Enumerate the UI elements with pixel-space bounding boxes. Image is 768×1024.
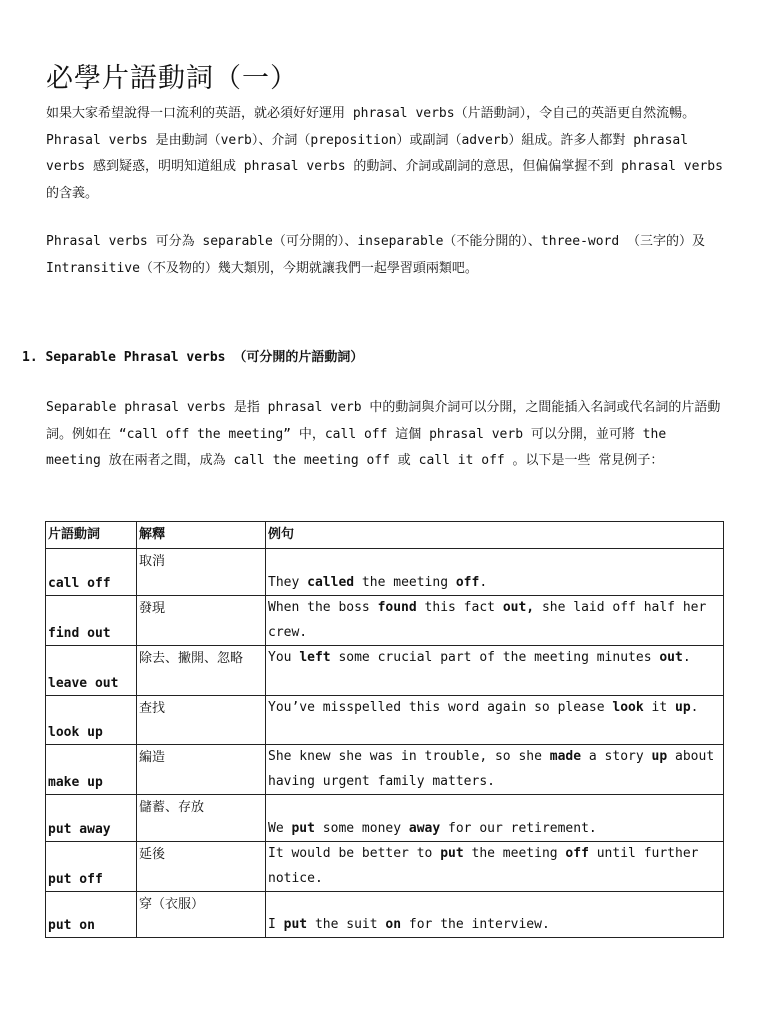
example-text: We bbox=[268, 820, 292, 836]
example-keyword: away bbox=[408, 820, 441, 836]
example-text: the meeting bbox=[463, 846, 566, 861]
example-text: this fact bbox=[416, 600, 503, 615]
categories-paragraph: Phrasal verbs 可分為 separable（可分開的）、inseparable（不能分開的）、three-word （三字的）及 Intransitive（不及物的）幾大類別，今期就讓我們一起學習頭兩類吧。 bbox=[46, 234, 706, 276]
example-text: some money bbox=[314, 820, 409, 836]
phrasal-verb-cell: leave out bbox=[46, 646, 137, 696]
example-cell bbox=[266, 745, 724, 795]
table-row bbox=[46, 892, 724, 938]
example-text: When the boss bbox=[268, 600, 378, 615]
example-keyword: look bbox=[612, 700, 644, 715]
example-text: a story bbox=[581, 749, 652, 764]
phrasal-verbs-table bbox=[45, 521, 724, 938]
example-text: I bbox=[268, 916, 284, 932]
example-text: . bbox=[479, 574, 488, 590]
example-keyword: up bbox=[675, 700, 691, 715]
example-text: . bbox=[690, 700, 699, 715]
example-text: the suit bbox=[307, 916, 386, 932]
example-cell bbox=[266, 596, 724, 646]
example-text: It would be better to bbox=[268, 846, 441, 861]
example-keyword: out, bbox=[502, 600, 535, 615]
meaning-cell: 延後 bbox=[137, 842, 266, 892]
meaning-cell: 取消 bbox=[137, 549, 266, 596]
example-keyword: out bbox=[659, 650, 683, 665]
page-title: 必學片語動詞（一） bbox=[46, 63, 298, 94]
table-row bbox=[46, 745, 724, 795]
example-text: . bbox=[682, 650, 691, 665]
example-text: You’ve misspelled this word again so please bbox=[268, 700, 613, 715]
header-example: 例句 bbox=[266, 522, 724, 549]
meaning-cell: 除去、撇開、忽略 bbox=[137, 646, 266, 696]
meaning-cell: 儲蓄、存放 bbox=[137, 795, 266, 842]
table-row bbox=[46, 596, 724, 646]
phrasal-verb-cell: find out bbox=[46, 596, 137, 646]
phrasal-verb-cell: call off bbox=[46, 549, 137, 596]
example-text: some crucial part of the meeting minutes bbox=[330, 650, 660, 665]
meaning-cell: 查找 bbox=[137, 696, 266, 745]
example-keyword: on bbox=[385, 916, 402, 932]
phrasal-verb-cell: look up bbox=[46, 696, 137, 745]
meaning-cell: 發現 bbox=[137, 596, 266, 646]
meaning-cell: 穿（衣服） bbox=[137, 892, 266, 938]
table-row bbox=[46, 646, 724, 696]
example-keyword: put bbox=[291, 820, 315, 836]
meaning-cell: 編造 bbox=[137, 745, 266, 795]
example-text: She knew she was in trouble, so she bbox=[268, 749, 550, 764]
example-keyword: called bbox=[307, 574, 355, 590]
example-text: You bbox=[268, 650, 300, 665]
phrasal-verb-cell: put on bbox=[46, 892, 137, 938]
example-text: until further notice. bbox=[268, 846, 699, 886]
example-text: it bbox=[643, 700, 675, 715]
example-text: the meeting bbox=[354, 574, 456, 590]
section-number: 1. bbox=[22, 350, 38, 365]
table-row bbox=[46, 842, 724, 892]
example-text: about having urgent family matters. bbox=[268, 749, 715, 789]
phrasal-verb-cell: put away bbox=[46, 795, 137, 842]
example-text: for the interview. bbox=[401, 916, 550, 932]
example-keyword: made bbox=[549, 749, 582, 764]
section-heading-text: Separable Phrasal verbs （可分開的片語動詞） bbox=[45, 350, 364, 365]
example-cell bbox=[266, 795, 724, 842]
example-text: she laid off half her crew. bbox=[268, 600, 707, 640]
phrasal-verb-cell: put off bbox=[46, 842, 137, 892]
example-keyword: put bbox=[440, 846, 464, 861]
intro-paragraph: 如果大家希望說得一口流利的英語，就必須好好運用 phrasal verbs（片語動詞），令自己的英語更自然流暢。Phrasal verbs 是由動詞（verb）、介詞（preposition）或副詞（adverb）組成。許多人都對 phrasal verbs 感到疑惑，明明知道組成 phrasal verbs 的動詞、介詞或副詞的意思，但偏偏掌握不到 phrasal verbs 的含義。 bbox=[46, 106, 723, 201]
table-row bbox=[46, 549, 724, 596]
example-text: for our retirement. bbox=[440, 820, 597, 836]
header-verb: 片語動詞 bbox=[46, 522, 137, 549]
example-cell bbox=[266, 549, 724, 596]
section-description: Separable phrasal verbs 是指 phrasal verb 中的動詞與介詞可以分開，之間能插入名詞或代名詞的片語動詞。例如在 “call off the meeting” 中，call off 這個 phrasal verb 可以分開，並可將 the meeting 放在兩者之間，成為 call the meeting off 或 call it off 。以下是一些 常見例子： bbox=[46, 400, 721, 468]
example-keyword: up bbox=[651, 749, 668, 764]
example-keyword: off bbox=[565, 846, 589, 861]
example-cell bbox=[266, 892, 724, 938]
phrasal-verb-cell: make up bbox=[46, 745, 137, 795]
example-keyword: found bbox=[377, 600, 417, 615]
table-body bbox=[46, 549, 724, 938]
table-header-row bbox=[46, 522, 724, 549]
example-cell bbox=[266, 842, 724, 892]
example-keyword: off bbox=[455, 574, 480, 590]
example-keyword: put bbox=[283, 916, 308, 932]
example-cell bbox=[266, 646, 724, 696]
table-row bbox=[46, 795, 724, 842]
table-row bbox=[46, 696, 724, 745]
section-heading bbox=[22, 346, 363, 365]
example-keyword: left bbox=[299, 650, 331, 665]
example-cell bbox=[266, 696, 724, 745]
example-text: They bbox=[268, 574, 308, 590]
header-meaning: 解釋 bbox=[137, 522, 266, 549]
